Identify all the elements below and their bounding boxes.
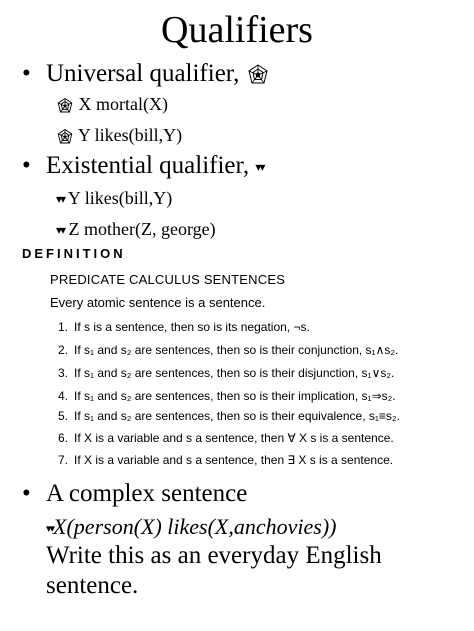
rule-text: If s₁ and s₂ are sentences, then so is their conjunction, s₁∧s₂. — [74, 343, 399, 357]
rule-number: 6. — [57, 431, 68, 445]
definition-intro: Every atomic sentence is a sentence. — [50, 295, 266, 310]
complex-instruction-line-1: Write this as an everyday English — [46, 542, 382, 569]
definition-rule — [52, 409, 400, 423]
rule-number: 7. — [57, 453, 68, 467]
rule-number: 3. — [57, 366, 68, 380]
bullet-existential-qualifier — [22, 152, 263, 180]
rule-text: If s is a sentence, then so is its negation, ¬s. — [74, 320, 310, 334]
definition-rule — [52, 453, 393, 467]
existential-example-1 — [56, 188, 172, 209]
existential-qualifier-label: Existential qualifier, — [46, 152, 250, 179]
existential-glyph-icon: ▾▾ — [46, 523, 54, 536]
page-title: Qualifiers — [161, 9, 313, 51]
existential-glyph-icon: ▾▾ — [56, 223, 65, 238]
bullet-dot: • — [22, 480, 31, 507]
bullet-complex-sentence — [22, 480, 247, 508]
existential-glyph-icon: ▾▾ — [255, 159, 264, 174]
rule-text: If s₁ and s₂ are sentences, then so is their equivalence, s₁≡s₂. — [74, 409, 400, 423]
definition-heading: DEFINITION — [22, 246, 126, 261]
rule-number: 2. — [57, 343, 68, 357]
rule-text: If X is a variable and s a sentence, then ∃ X s is a sentence. — [74, 453, 394, 467]
rule-number: 5. — [57, 409, 68, 423]
rule-number: 1. — [57, 320, 68, 334]
rule-text: If s₁ and s₂ are sentences, then so is their implication, s₁⇒s₂. — [74, 389, 396, 403]
universal-example-2 — [56, 125, 182, 146]
universal-example-text: Y likes(bill,Y) — [77, 125, 183, 145]
bullet-dot: • — [22, 60, 31, 87]
universal-web-icon — [56, 128, 74, 146]
universal-web-icon — [246, 63, 270, 87]
existential-glyph-icon: ▾▾ — [56, 192, 65, 207]
existential-example-text: Y likes(bill,Y) — [67, 188, 173, 208]
rule-text: If s₁ and s₂ are sentences, then so is their disjunction, s₁∨s₂. — [74, 366, 395, 380]
universal-example-1 — [56, 94, 168, 115]
definition-title: PREDICATE CALCULUS SENTENCES — [50, 272, 286, 287]
universal-example-text: X mortal(X) — [78, 94, 168, 114]
definition-rule — [52, 431, 394, 445]
existential-example-text: Z mother(Z, george) — [68, 219, 216, 239]
definition-rule — [52, 320, 310, 334]
bullet-universal-qualifier — [22, 60, 270, 88]
complex-instruction-line-2: sentence. — [46, 572, 139, 599]
rule-text: If X is a variable and s a sentence, then ∀ X s is a sentence. — [74, 431, 394, 445]
universal-web-icon — [56, 97, 74, 115]
bullet-dot: • — [22, 152, 31, 179]
complex-sentence-label: A complex sentence — [46, 480, 248, 507]
definition-rule — [52, 389, 396, 403]
formula-text: X(person(X) likes(X,anchovies)) — [53, 514, 337, 539]
complex-formula — [46, 514, 337, 540]
existential-example-2 — [56, 219, 216, 240]
rule-number: 4. — [57, 389, 68, 403]
definition-rule — [52, 343, 398, 357]
universal-qualifier-label: Universal qualifier, — [46, 60, 240, 87]
definition-rule — [52, 366, 394, 380]
